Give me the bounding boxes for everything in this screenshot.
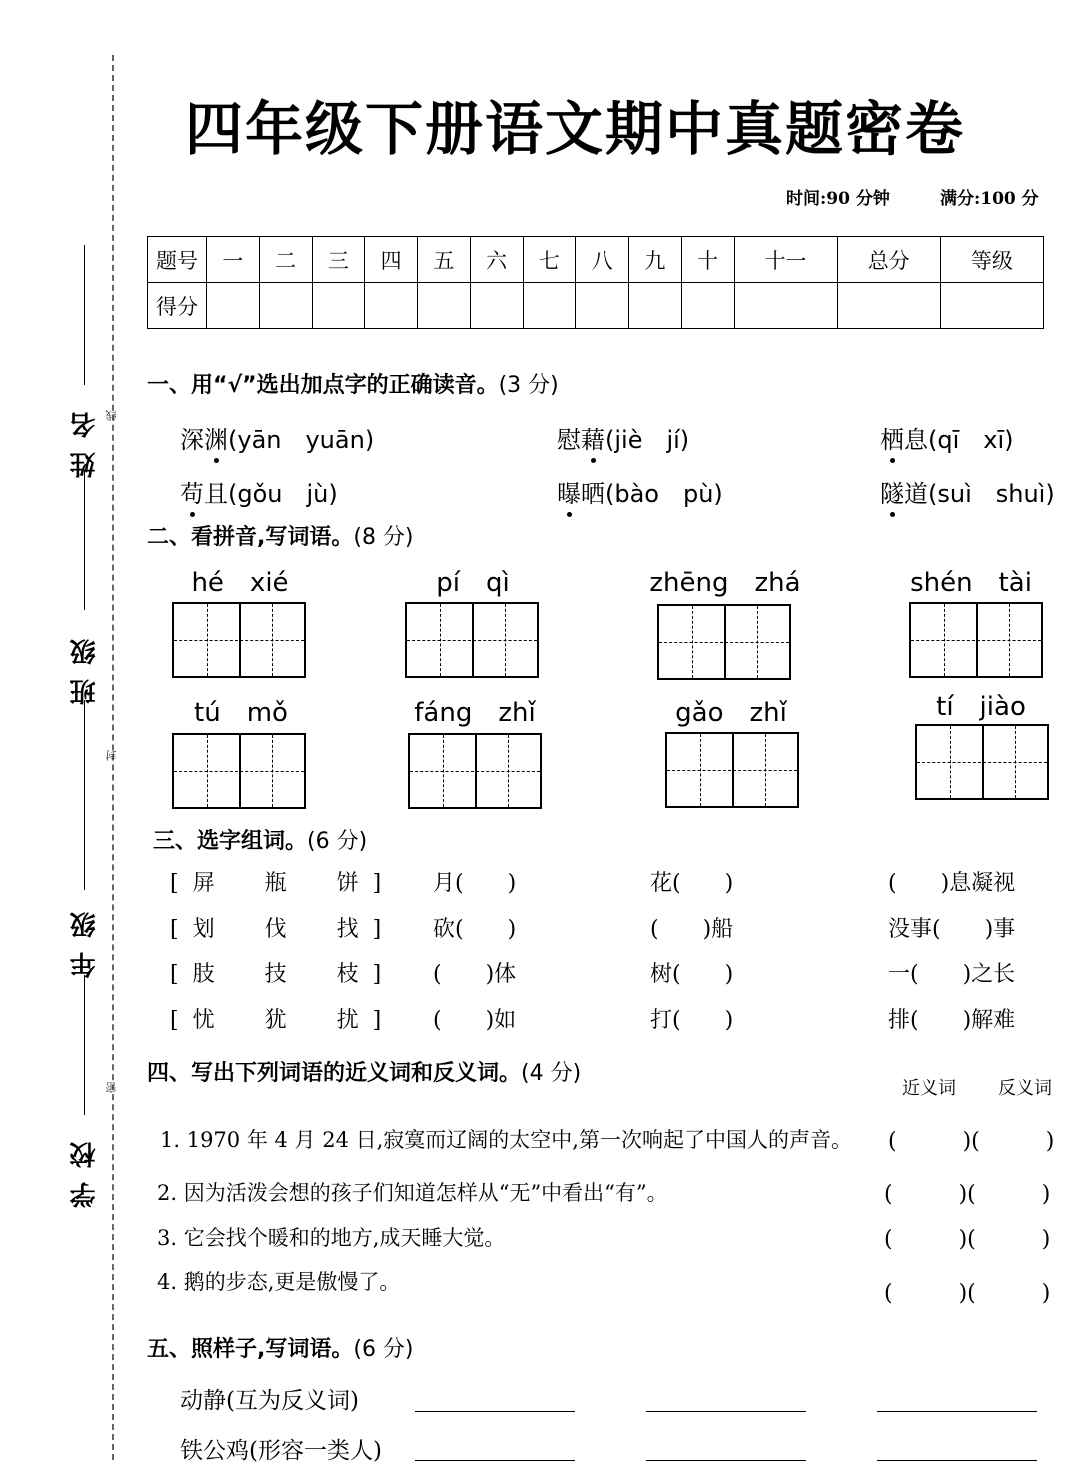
s1-item (180, 474, 338, 509)
s1-options: 且(gǒu jù) (204, 480, 338, 508)
section-2-heading (147, 520, 414, 551)
s1-dotted-char: 藉 (581, 420, 605, 455)
s4-answer-blanks[interactable]: ( )( ) (884, 1182, 1051, 1207)
name-label: 姓名 (70, 398, 100, 478)
full-score: 满分:100 分 (940, 189, 1039, 209)
class-rule (84, 470, 85, 610)
score-cell[interactable] (940, 283, 1043, 329)
s3-blank[interactable]: 砍( ) (433, 917, 517, 942)
s3-blank[interactable]: 打( ) (650, 1008, 734, 1033)
section-5-points: (6 分) (353, 1337, 414, 1362)
score-cell[interactable] (365, 283, 418, 329)
score-header-cell: 十 (681, 237, 734, 283)
s4-answer-blanks[interactable]: ( )( ) (888, 1129, 1055, 1154)
s3-blank[interactable]: 排( )解难 (888, 1008, 1016, 1033)
writing-grid[interactable] (915, 724, 1049, 800)
score-header-cell: 等级 (940, 237, 1043, 283)
page-title: 四年级下册语文期中真题密卷 (184, 95, 965, 163)
antonym-column-label: 反义词 (998, 1078, 1052, 1099)
section-2-points: (8 分) (353, 525, 414, 550)
writing-grid[interactable] (657, 604, 791, 680)
score-cell[interactable] (629, 283, 682, 329)
score-header-cell: 十一 (734, 237, 837, 283)
school-rule (84, 975, 85, 1115)
score-header-cell: 五 (418, 237, 471, 283)
s1-char: 深 (180, 426, 204, 454)
s1-options: 晒(bào pù) (581, 480, 723, 508)
s5-example: 铁公鸡(形容一类人) (180, 1438, 382, 1464)
score-cell[interactable] (259, 283, 312, 329)
answer-line[interactable] (877, 1411, 1037, 1412)
answer-line[interactable] (877, 1460, 1037, 1461)
s3-options: [屏 瓶 饼] (170, 871, 396, 896)
s3-blank[interactable]: 月( ) (433, 871, 517, 896)
score-cell[interactable] (470, 283, 523, 329)
synonym-column-label: 近义词 (902, 1078, 956, 1099)
score-header-cell: 三 (312, 237, 365, 283)
grade-label: 年级 (70, 898, 100, 978)
score-cell[interactable] (734, 283, 837, 329)
school-label: 学校 (70, 1128, 100, 1208)
score-table-score-row (148, 283, 1044, 329)
seal-mark-mi: 密 (105, 1082, 118, 1093)
score-cell[interactable] (312, 283, 365, 329)
name-rule (84, 245, 85, 385)
s1-item (880, 420, 1014, 455)
s4-sentence: 4. 鹅的步态,更是傲慢了。 (157, 1270, 401, 1294)
grade-rule (84, 700, 85, 890)
section-3-title: 三、选字组词。 (153, 829, 308, 854)
writing-grid[interactable] (172, 733, 306, 809)
s1-item (880, 474, 1055, 509)
s1-item (557, 420, 689, 455)
score-header-cell: 九 (629, 237, 682, 283)
s3-blank[interactable]: ( )体 (433, 962, 517, 987)
s4-answer-blanks[interactable]: ( )( ) (884, 1281, 1051, 1306)
score-table-header-row (148, 237, 1044, 283)
score-cell[interactable] (207, 283, 260, 329)
score-header-cell: 七 (523, 237, 576, 283)
s1-dotted-char: 隧 (880, 474, 904, 509)
pinyin-label: fáng zhǐ (414, 698, 536, 728)
pinyin-label: shén tài (910, 568, 1032, 598)
answer-line[interactable] (415, 1411, 575, 1412)
section-3-points: (6 分) (307, 829, 368, 854)
score-cell[interactable] (523, 283, 576, 329)
s1-dotted-char: 渊 (204, 420, 228, 455)
score-table (147, 236, 1044, 329)
writing-grid[interactable] (408, 733, 542, 809)
s1-options: (yān yuān) (228, 426, 375, 454)
section-4-title: 四、写出下列词语的近义词和反义词。 (147, 1061, 522, 1086)
writing-grid[interactable] (405, 602, 539, 678)
pinyin-label: tí jiào (936, 692, 1026, 722)
score-cell[interactable] (418, 283, 471, 329)
s3-blank[interactable]: 花( ) (650, 871, 734, 896)
pinyin-label: tú mǒ (194, 698, 288, 728)
s3-blank[interactable]: ( )船 (650, 917, 734, 942)
s1-dotted-char: 曝 (557, 474, 581, 509)
s3-blank[interactable]: 一( )之长 (888, 962, 1016, 987)
s4-sentence: 3. 它会找个暖和的地方,成天睡大觉。 (157, 1226, 506, 1250)
score-header-cell: 六 (470, 237, 523, 283)
score-header-cell: 总分 (837, 237, 940, 283)
seal-mark-feng: 封 (105, 750, 118, 761)
section-5-title: 五、照样子,写词语。 (147, 1337, 354, 1362)
section-1-title: 一、用“√”选出加点字的正确读音。 (147, 373, 499, 398)
s5-example: 动静(互为反义词) (180, 1388, 359, 1414)
pinyin-label: pí qì (436, 568, 510, 598)
score-header-cell: 四 (365, 237, 418, 283)
s1-options: (jiè jí) (605, 426, 690, 454)
s3-options: [忧 犹 扰] (170, 1008, 396, 1033)
s3-blank[interactable]: ( )息凝视 (888, 871, 1016, 896)
s1-options: 道(suì shuì) (904, 480, 1055, 508)
score-cell[interactable] (837, 283, 940, 329)
s1-dotted-char: 苟 (180, 474, 204, 509)
s1-item (180, 420, 374, 455)
s3-blank[interactable]: ( )如 (433, 1008, 517, 1033)
section-1-points: (3 分) (498, 373, 559, 398)
s4-sentence: 2. 因为活泼会想的孩子们知道怎样从“无”中看出“有”。 (157, 1181, 668, 1205)
s1-item (557, 474, 723, 509)
section-2-title: 二、看拼音,写词语。 (147, 525, 354, 550)
answer-line[interactable] (415, 1460, 575, 1461)
answer-line[interactable] (646, 1411, 806, 1412)
section-5-heading (147, 1332, 414, 1363)
exam-time: 时间:90 分钟 (786, 189, 890, 209)
s4-answer-blanks[interactable]: ( )( ) (884, 1227, 1051, 1252)
answer-line[interactable] (646, 1460, 806, 1461)
s1-char: 慰 (557, 426, 581, 454)
writing-grid[interactable] (909, 602, 1043, 678)
pinyin-label: hé xié (191, 568, 289, 598)
section-4-heading (147, 1056, 581, 1087)
s1-options: 息(qī xī) (904, 426, 1014, 454)
section-1-heading (147, 368, 559, 399)
s3-options: [肢 技 枝] (170, 962, 396, 987)
score-header-cell: 八 (576, 237, 629, 283)
seal-mark-xian: 线 (105, 410, 118, 421)
s4-sentence: 1. 1970 年 4 月 24 日,寂寞而辽阔的太空中,第一次响起了中国人的声音。 (160, 1128, 852, 1152)
s3-options: [划 伐 找] (170, 917, 396, 942)
section-4-points: (4 分) (521, 1061, 582, 1086)
class-label: 班级 (70, 625, 100, 705)
writing-grid[interactable] (665, 732, 799, 808)
s3-blank[interactable]: 树( ) (650, 962, 734, 987)
pinyin-label: zhēng zhá (649, 568, 801, 598)
pinyin-label: gǎo zhǐ (675, 698, 787, 728)
writing-grid[interactable] (172, 602, 306, 678)
score-row-label: 得分 (148, 283, 207, 329)
s1-dotted-char: 栖 (880, 420, 904, 455)
score-header-cell: 题号 (148, 237, 207, 283)
section-3-heading (153, 824, 367, 855)
score-header-cell: 二 (259, 237, 312, 283)
score-cell[interactable] (576, 283, 629, 329)
score-cell[interactable] (681, 283, 734, 329)
s3-blank[interactable]: 没事( )事 (888, 917, 1016, 942)
score-header-cell: 一 (207, 237, 260, 283)
